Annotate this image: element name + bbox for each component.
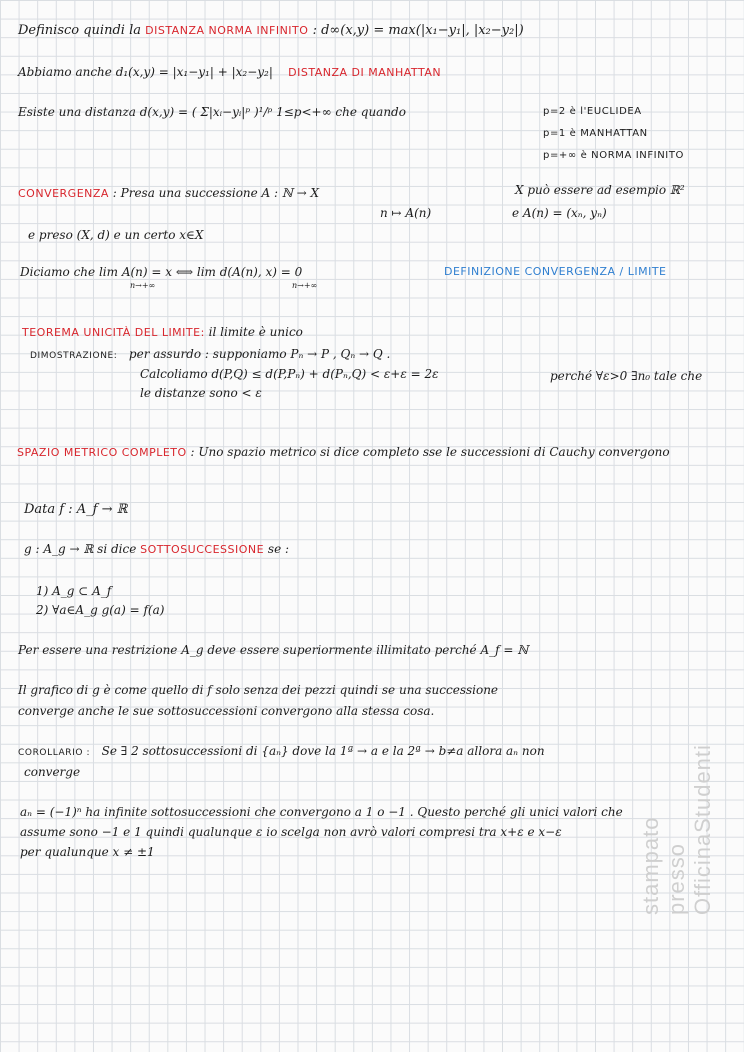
heading-red: SOTTOSUCCESSIONE [140, 543, 265, 556]
note: e A(n) = (xₙ, yₙ) [512, 206, 607, 220]
note: n ↦ A(n) [380, 206, 432, 220]
label: COROLLARIO : [18, 748, 91, 758]
text: il limite è unico [208, 325, 303, 339]
text: per assurdo : supponiamo Pₙ → P , Qₙ → Q . [128, 347, 391, 361]
text-line: Data f : A_f → ℝ [24, 502, 128, 517]
list-item: 2) ∀a∈A_g g(a) = f(a) [36, 603, 165, 617]
text: Se ∃ 2 sottosuccessioni di {aₙ} dove la 1ª → a e la 2ª → b≠a allora aₙ non [101, 744, 545, 758]
label: DIMOSTRAZIONE: [30, 351, 118, 361]
text-line [22, 326, 303, 339]
text: Definisco quindi la [18, 23, 141, 38]
text-line: converge [24, 765, 81, 779]
text-line: Per essere una restrizione A_g deve essere superiormente illimitato perché A_f = ℕ [18, 643, 529, 657]
watermark: stampato presso OfficinaStudenti [638, 744, 715, 915]
text: Esiste una distanza d(x,y) = ( Σ|xᵢ−yᵢ|ᵖ )¹/ᵖ 1≤p<+∞ che quando [18, 105, 406, 119]
text: Diciamo che lim A(n) = x ⟺ lim d(A(n), x) = 0 [20, 265, 303, 279]
note: X può essere ad esempio ℝ² [515, 183, 685, 197]
text-line: le distanze sono < ε [140, 386, 262, 400]
text-line: perché ∀ε>0 ∃n₀ tale che [550, 369, 703, 383]
text: : Presa una successione A : ℕ → X [112, 186, 320, 200]
text-line [18, 106, 406, 119]
heading-red: DISTANZA NORMA INFINITO [145, 24, 309, 37]
text-line: assume sono −1 e 1 quindi qualunque ε io scelga non avrò valori compresi tra x+ε e x−ε [20, 825, 562, 839]
text: Abbiamo anche d₁(x,y) = |x₁−y₁| + |x₂−y₂| [18, 65, 273, 79]
text-line: converge anche le sue sottosuccessioni convergono alla stessa cosa. [18, 704, 435, 718]
text-line: e preso (X, d) e un certo x∈X [28, 228, 204, 242]
heading-red: DISTANZA DI MANHATTAN [288, 66, 442, 79]
subscript: n→+∞ [292, 281, 318, 290]
text-line [18, 66, 441, 79]
heading-red: CONVERGENZA [18, 187, 109, 200]
note: p=+∞ è NORMA INFINITO [543, 150, 685, 161]
heading-red: SPAZIO METRICO COMPLETO [17, 446, 187, 459]
subscript: n→+∞ [130, 281, 156, 290]
heading-red: TEOREMA UNICITÀ DEL LIMITE: [22, 326, 205, 339]
text: se : [267, 542, 290, 556]
text-line [17, 446, 670, 459]
text-line [20, 266, 302, 279]
text-line [30, 348, 390, 362]
text-line [18, 24, 524, 38]
text-line [18, 187, 319, 200]
text-line: Il grafico di g è come quello di f solo senza dei pezzi quindi se una successione [18, 683, 499, 697]
note: p=1 è MANHATTAN [543, 128, 648, 139]
text-line [24, 543, 289, 556]
formula: : d∞(x,y) = max(|x₁−y₁|, |x₂−y₂|) [312, 23, 524, 38]
list-item: 1) A_g ⊂ A_f [36, 584, 112, 598]
text: : Uno spazio metrico si dice completo sse le successioni di Cauchy convergono [190, 445, 670, 459]
text-line: Calcoliamo d(P,Q) ≤ d(P,Pₙ) + d(Pₙ,Q) < ε+ε = 2ε [140, 367, 439, 381]
text-line [18, 745, 545, 759]
text-line: per qualunque x ≠ ±1 [20, 845, 155, 859]
text: g : A_g → ℝ si dice [24, 542, 137, 556]
text-line: aₙ = (−1)ⁿ ha infinite sottosuccessioni che convergono a 1 o −1 . Questo perché gli unici valori che [20, 805, 623, 819]
heading-blue: DEFINIZIONE CONVERGENZA / LIMITE [444, 265, 667, 278]
note: p=2 è l'EUCLIDEA [543, 106, 642, 117]
